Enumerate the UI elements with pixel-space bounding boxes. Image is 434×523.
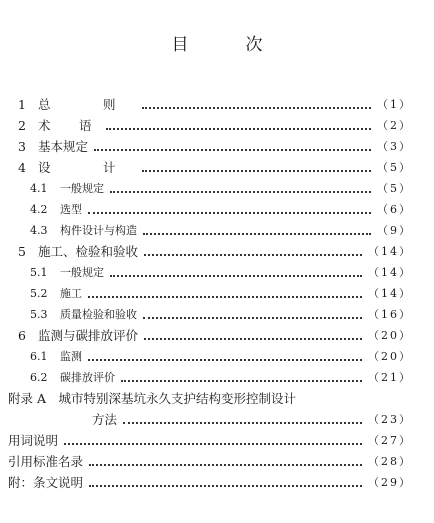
toc-label: 用词说明	[8, 433, 59, 448]
toc-subentry[interactable]	[30, 367, 412, 387]
toc-label: 附录 A 城市特别深基坑永久支护结构变形控制设计	[8, 391, 297, 406]
toc-page-number: （20）	[368, 350, 412, 363]
toc-number: 5.1	[30, 265, 48, 279]
toc-number: 4	[18, 159, 26, 175]
toc-page-number: （28）	[368, 455, 412, 468]
toc-subentry[interactable]	[30, 220, 412, 240]
toc-number: 4.2	[30, 202, 48, 216]
toc-number: 2	[18, 117, 26, 133]
toc-page-number: （21）	[368, 371, 412, 384]
toc-page-number: （20）	[368, 329, 412, 342]
toc-label: 施工	[60, 287, 82, 300]
toc-label: 一般规定	[60, 266, 104, 279]
toc-leader-dots	[121, 379, 362, 382]
toc-label: 引用标准名录	[8, 454, 84, 469]
toc-label: 方法	[92, 412, 118, 427]
toc-subentry[interactable]	[30, 304, 412, 324]
toc-leader-dots	[144, 337, 362, 340]
toc-entry[interactable]	[8, 451, 412, 471]
toc-label: 附：条文说明	[8, 475, 84, 490]
toc-page-number: （23）	[368, 413, 412, 426]
toc-entry[interactable]	[18, 325, 412, 345]
toc-page-number: （6）	[377, 203, 412, 216]
toc-number: 4.1	[30, 181, 48, 195]
toc-page-number: （14）	[368, 287, 412, 300]
toc-number: 6.2	[30, 370, 48, 384]
toc-label: 施工、检验和验收	[38, 244, 139, 259]
toc-page-number: （29）	[368, 476, 412, 489]
toc-entry[interactable]	[8, 472, 412, 492]
toc-entry[interactable]	[18, 94, 412, 114]
toc-label: 监测与碳排放评价	[38, 328, 139, 343]
page-title: 目 次	[171, 35, 283, 55]
toc-entry[interactable]	[18, 136, 412, 156]
toc-page-number: （16）	[368, 308, 412, 321]
toc-page-number: （3）	[377, 140, 412, 153]
toc-number: 4.3	[30, 223, 48, 237]
toc-number: 6.1	[30, 349, 48, 363]
toc-page-number: （27）	[368, 434, 412, 447]
toc-number: 5.3	[30, 307, 48, 321]
toc-page-number: （5）	[377, 182, 412, 195]
toc-leader-dots	[144, 253, 362, 256]
toc-label: 碳排放评价	[60, 371, 115, 384]
toc-leader-dots	[94, 148, 371, 151]
toc-page-number: （14）	[368, 245, 412, 258]
toc-leader-dots	[106, 127, 371, 130]
toc-appendix-line2[interactable]	[92, 409, 412, 429]
toc-leader-dots	[123, 421, 362, 424]
toc-leader-dots	[64, 442, 362, 445]
toc-number: 5.2	[30, 286, 48, 300]
toc-page-number: （5）	[377, 161, 412, 174]
toc-subentry[interactable]	[30, 199, 412, 219]
toc-entry[interactable]	[18, 157, 412, 177]
toc-label: 设 计	[38, 160, 136, 175]
toc-label: 术 语	[38, 118, 100, 133]
toc-leader-dots	[110, 274, 362, 277]
toc-page-number: （14）	[368, 266, 412, 279]
toc-entry[interactable]	[18, 115, 412, 135]
toc-label: 总 则	[38, 97, 136, 112]
toc-page-number: （2）	[377, 119, 412, 132]
toc-leader-dots	[142, 106, 371, 109]
toc-leader-dots	[110, 190, 371, 193]
toc-number: 6	[18, 327, 26, 343]
toc-leader-dots	[143, 232, 371, 235]
toc-subentry[interactable]	[30, 262, 412, 282]
toc-number: 1	[18, 96, 26, 112]
toc-label: 选型	[60, 203, 82, 216]
toc-leader-dots	[89, 484, 362, 487]
toc-number: 5	[18, 243, 26, 259]
toc-leader-dots	[143, 316, 362, 319]
toc-label: 质量检验和验收	[60, 308, 137, 321]
toc-label: 基本规定	[38, 139, 89, 154]
toc-page-number: （9）	[377, 224, 412, 237]
toc-leader-dots	[89, 463, 362, 466]
toc-appendix-line1[interactable]	[8, 388, 412, 408]
toc-subentry[interactable]	[30, 178, 412, 198]
toc-label: 构件设计与构造	[60, 224, 137, 237]
toc-label: 一般规定	[60, 182, 104, 195]
toc-leader-dots	[88, 211, 371, 214]
toc-leader-dots	[88, 295, 362, 298]
toc-subentry[interactable]	[30, 346, 412, 366]
toc-entry[interactable]	[8, 430, 412, 450]
toc-leader-dots	[88, 358, 362, 361]
toc-page-number: （1）	[377, 98, 412, 111]
toc-leader-dots	[142, 169, 371, 172]
toc-label: 监测	[60, 350, 82, 363]
toc-subentry[interactable]	[30, 283, 412, 303]
toc-number: 3	[18, 138, 26, 154]
toc-entry[interactable]	[18, 241, 412, 261]
